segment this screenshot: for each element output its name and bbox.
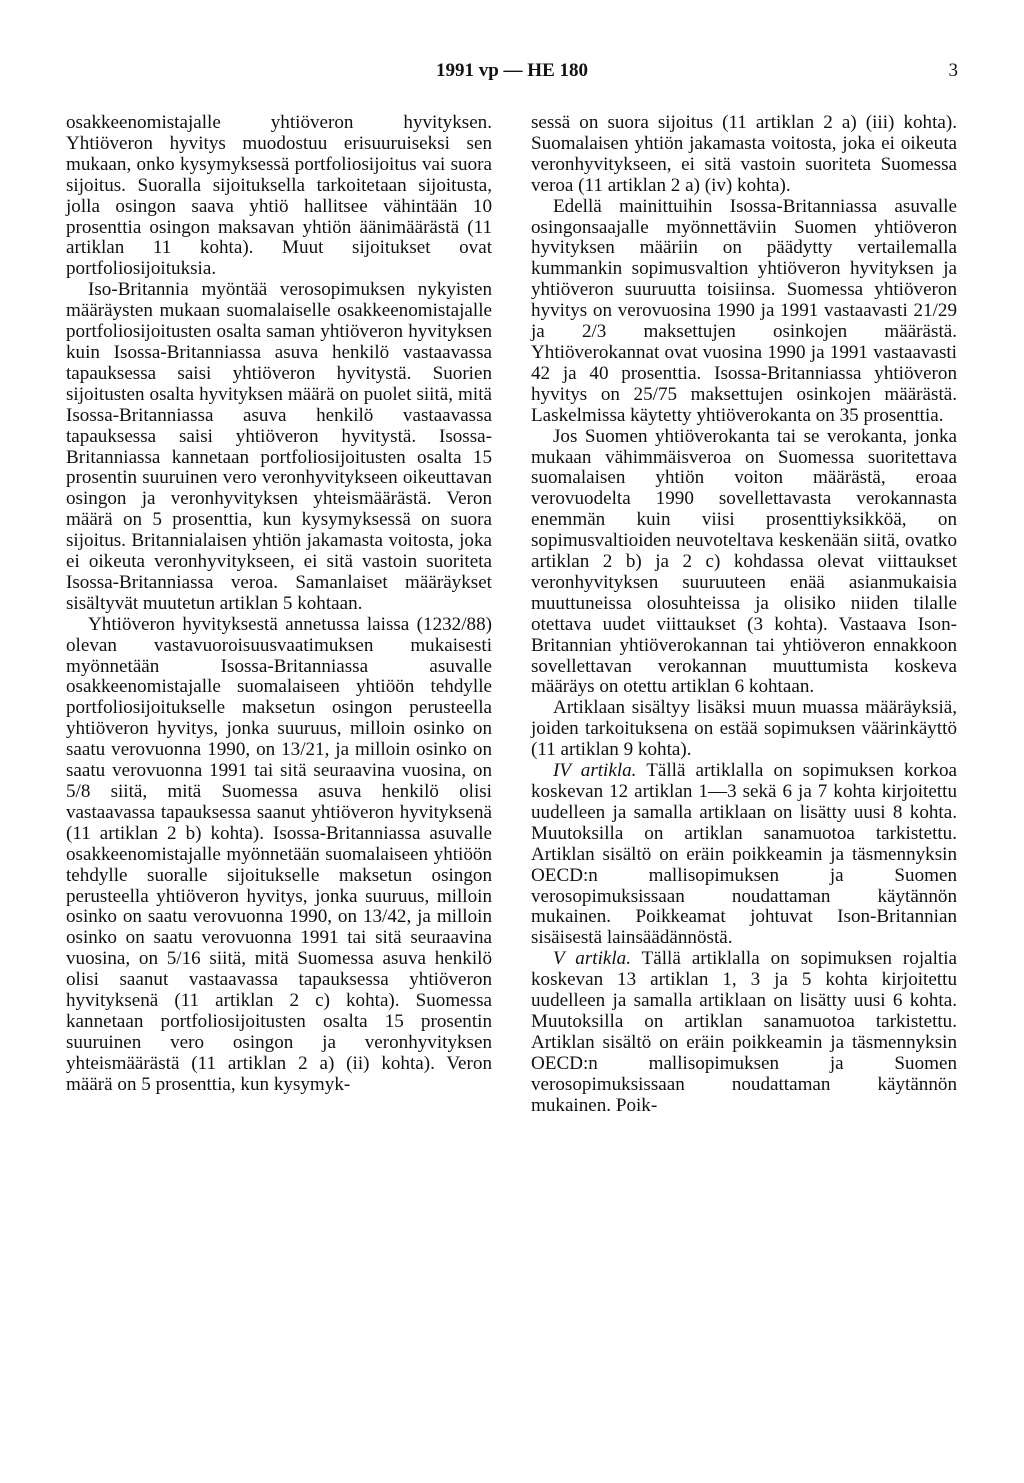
paragraph: Iso-Britannia myöntää verosopimuksen nykyisten määräysten mukaan suomalaiselle osakkeenomistajalle portfoliosijoitusten osalta saman yhtiöveron hyvityksen kuin Isossa-Britanniassa asuva henkilö vastaavassa tapauksessa saisi yhtiöveron hyvitystä. Suorien sijoitusten osalta hyvityksen määrä on puolet siitä, mitä Isossa-Britanniassa asuva henkilö vastaavassa tapauksessa saisi yhtiöveron hyvitystä. Isossa-Britanniassa kannetaan portfoliosijoitusten osalta 15 prosentin suuruinen vero veronhyvitykseen oikeuttavan osingon ja veronhyvityksen yhteismäärästä. Veron määrä on 5 prosenttia, kun kysymyksessä on suora sijoitus. Britannialaisen yhtiön jakamasta voitosta, joka ei oikeuta veronhyvitykseen, ei sitä vastoin suoriteta Isossa-Britanniassa veroa. Samanlaiset määräykset sisältyvät muutetun artiklan 5 kohtaan. <box>66 279 492 614</box>
left-column <box>66 113 492 1096</box>
paragraph: sessä on suora sijoitus (11 artiklan 2 a) (iii) kohta). Suomalaisen yhtiön jakamasta voitosta, joka ei oikeuta veronhyvitykseen, ei sitä vastoin suoriteta Suomessa veroa (11 artiklan 2 a) (iv) kohta). <box>531 112 957 196</box>
article-text: Tällä artiklalla on sopimuksen rojaltia koskevan 13 artiklan 1, 3 ja 5 kohta kirjoitettu uudelleen ja samalla artiklaan on lisätty uusi 6 kohta. Muutoksilla on artiklan sanamuotoa tarkistettu. Artiklan sisältö on eräin poikkeamin ja täsmennyksin OECD:n mallisopimuksen ja Suomen verosopimuksissaan noudattaman käytännön mukainen. Poik- <box>531 948 957 1116</box>
right-column <box>531 113 957 1117</box>
article-paragraph-v <box>531 949 957 1116</box>
article-text: Tällä artiklalla on sopimuksen korkoa koskevan 12 artiklan 1—3 sekä 6 ja 7 kohta kirjoitettu uudelleen ja samalla artiklaan on lisätty uusi 8 kohta. Muutoksilla on artiklan sanamuotoa tarkistettu. Artiklan sisältö on eräin poikkeamin ja täsmennyksin OECD:n mallisopimuksen ja Suomen verosopimuksissaan noudattaman käytännön mukainen. Poikkeamat johtuvat Ison-Britannian sisäisestä lainsäädännöstä. <box>531 760 957 949</box>
running-header: 1991 vp — HE 180 <box>435 60 589 81</box>
paragraph: Jos Suomen yhtiöverokanta tai se verokanta, jonka mukaan vähimmäisveroa on Suomessa suoritettava suomalaisen yhtiön voiton määrästä, eroaa verovuodelta 1990 sovellettavasta verokannasta enemmän kuin viisi prosenttiyksikköä, on sopimusvaltioiden neuvoteltava keskenään siitä, ovatko artiklan 2 b) ja 2 c) kohdassa olevat viittaukset veronhyvityksen suuruuteen enää asianmukaisia muuttuneissa olosuhteissa ja olisiko niiden tilalle otettava uudet viittaukset (3 kohta). Vastaava Ison-Britannian yhtiöverokannan tai yhtiöveron ennakkoon sovellettavan verokannan muuttumista koskeva määräys on otettu artiklan 6 kohtaan. <box>531 425 957 698</box>
paragraph: osakkeenomistajalle yhtiöveron hyvityksen. Yhtiöveron hyvitys muodostuu erisuuruiseksi sen mukaan, onko kysymyksessä portfoliosijoitus vai suora sijoitus. Suoralla sijoituksella tarkoitetaan sijoitusta, jolla osingon saava yhtiö hallitsee vähintään 10 prosenttia osingon maksavan yhtiön äänimäärästä (11 artiklan 11 kohta). Muut sijoitukset ovat portfoliosijoituksia. <box>66 112 492 280</box>
article-paragraph-iv <box>531 761 957 949</box>
article-heading: V artikla. <box>553 948 631 970</box>
article-heading: IV artikla. <box>553 760 637 782</box>
page-number: 3 <box>948 60 958 81</box>
paragraph: Artiklaan sisältyy lisäksi muun muassa määräyksiä, joiden tarkoituksena on estää sopimuksen väärinkäyttö (11 artiklan 9 kohta). <box>531 697 957 761</box>
paragraph: Edellä mainittuihin Isossa-Britanniassa asuvalle osingonsaajalle myönnettäviin Suomen yhtiöveron hyvityksen määriin on päädytty vertailemalla kummankin sopimusvaltion yhtiöveron hyvityksen ja yhtiöveron suuruutta toisiinsa. Suomessa yhtiöveron hyvitys on verovuosina 1990 ja 1991 vastaavasti 21/29 ja 2/3 maksettujen osinkojen määrästä. Yhtiöverokannat ovat vuosina 1990 ja 1991 vastaavasti 42 ja 40 prosenttia. Isossa-Britanniassa yhtiöveron hyvitys on 25/75 maksettujen osinkojen määrästä. Laskelmissa käytetty yhtiöverokanta on 35 prosenttia. <box>531 195 957 426</box>
paragraph: Yhtiöveron hyvityksestä annetussa laissa (1232/88) olevan vastavuoroisuusvaatimuksen mukaisesti myönnetään Isossa-Britanniassa asuvalle osakkeenomistajalle suomalaiseen yhtiöön tehdylle portfoliosijoitukselle maksetun osingon perusteella yhtiöveron hyvitys, jonka suuruus, milloin osinko on saatu verovuonna 1990, on 13/21, ja milloin osinko on saatu verovuonna 1991 tai sitä seuraavina vuosina, on 5/8 siitä, mitä Suomessa asuva henkilö olisi vastaavassa tapauksessa saanut yhtiöveron hyvityksenä (11 artiklan 2 b) kohta). Isossa-Britanniassa asuvalle osakkeenomistajalle myönnetään suomalaiseen yhtiöön tehdylle suoralle sijoitukselle maksetun osingon perusteella yhtiöveron hyvitys, jonka suuruus, milloin osinko on saatu verovuonna 1990, on 13/42, ja milloin osinko on saatu verovuonna 1991 tai sitä seuraavina vuosina, on 5/16 siitä, mitä Suomessa asuva henkilö olisi saanut vastaavassa tapauksessa yhtiöveron hyvityksenä (11 artiklan 2 c) kohta). Suomessa kannetaan portfoliosijoitusten osalta 15 prosentin suuruinen vero osingon ja veronhyvityksen yhteismäärästä (11 artiklan 2 a) (ii) kohta). Veron määrä on 5 prosenttia, kun kysymyk- <box>66 613 492 1095</box>
